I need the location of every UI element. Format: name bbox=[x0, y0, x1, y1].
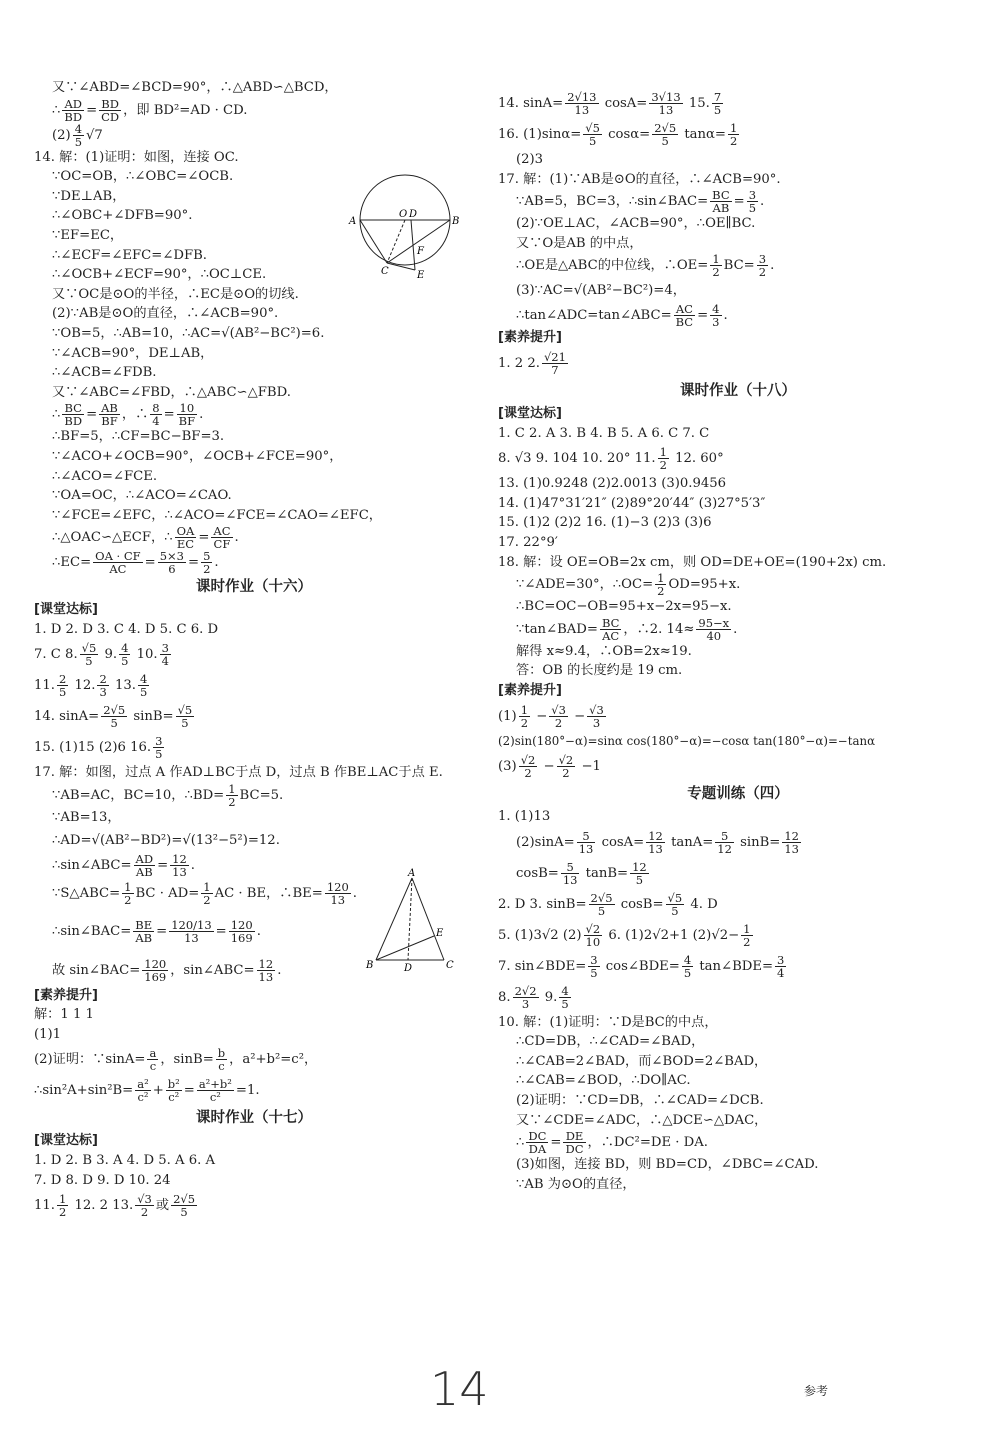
label-e: E bbox=[436, 928, 444, 939]
q14-line: 又∵∠ABC=∠FBD，∴△ABC∽△FBD. bbox=[52, 384, 291, 400]
q17-line: ∵AB=13， bbox=[52, 810, 121, 826]
side-ac bbox=[412, 878, 444, 960]
q14-line: ∵OC=OB，∴∠OBC=∠OCB. bbox=[52, 169, 234, 185]
q10-line: ∴∠CAB=2∠BAD，而∠BOD=2∠BAD， bbox=[516, 1053, 768, 1069]
q10-line: (3)如图，连接 BD，则 BD=CD，∠DBC=∠CAD. bbox=[516, 1157, 819, 1173]
bracket-heading: [课堂达标] bbox=[34, 602, 98, 618]
answer-line: 8. √3 9. 104 10. 20° 11. $\frac{1}{2}$ 12. 60° bbox=[498, 445, 724, 473]
altitude-ad bbox=[408, 878, 412, 960]
q14-fraction-line: ∴EC= $\frac{OA \cdot CF}{AC}$ = $\frac{5\times 3}{6}$ = $\frac{5}{2}$ . bbox=[52, 549, 219, 577]
answer-line: 15. (1)15 (2)6 16. $\frac{3}{5}$ bbox=[34, 734, 163, 762]
label-f: F bbox=[417, 246, 424, 257]
q10-line: ∵AB 为⊙O的直径， bbox=[516, 1176, 636, 1192]
answer-line: 1. D 2. B 3. A 4. D 5. A 6. A bbox=[34, 1153, 216, 1169]
label-e: E bbox=[417, 270, 425, 281]
answer-line: 8. $\frac{2√2}{3}$ 9. $\frac{4}{5}$ bbox=[498, 983, 569, 1011]
answer-line: 7. D 8. D 9. D 10. 24 bbox=[34, 1172, 171, 1188]
q14-line: ∵∠FCE=∠EFC，∴∠ACO=∠FCE=∠CAO=∠EFC， bbox=[52, 507, 382, 523]
q17-line: 故 sin∠BAC= $\frac{120}{169}$ ，sin∠ABC= $\frac{12}{13}$ . bbox=[52, 956, 282, 984]
answer-line: 13. (1)0.9248 (2)2.0013 (3)0.9456 bbox=[498, 476, 727, 492]
text-line: ∴ $\frac{AD}{BD}$ = $\frac{BD}{CD}$ ，即 BD²=AD · CD. bbox=[52, 96, 248, 124]
q18-line: ∵∠ADE=30°，∴OC= $\frac{1}{2}$ OD=95+x. bbox=[516, 571, 741, 599]
answer-line: 15. (1)2 (2)2 16. (1)−3 (2)3 (3)6 bbox=[498, 515, 712, 531]
text-line: 又∵∠ABD=∠BCD=90°，∴△ABD∽△BCD， bbox=[52, 80, 338, 95]
q14-line: ∵DE⊥AB， bbox=[52, 188, 126, 204]
answer-line: 1. 2 2. $\frac{√21}{7}$ bbox=[498, 349, 566, 377]
right-column bbox=[498, 88, 978, 1194]
section-title-16: 课时作业（十六） bbox=[196, 579, 312, 596]
q18-line: ∵tan∠BAD= $\frac{BC}{AC}$ ，∴2. 14≈ $\frac{95-x}{40}$ . bbox=[516, 615, 738, 643]
q17-line: 又∵O是AB 的中点， bbox=[516, 235, 643, 251]
section-title-special-4: 专题训练（四） bbox=[687, 786, 789, 803]
q14-fraction-line: ∴ $\frac{BC}{BD}$ = $\frac{AB}{BF}$ ，∴ $\frac{8}{4}$ = $\frac{10}{BF}$ . bbox=[52, 401, 204, 429]
q18-line: 解得 x≈9.4，∴OB=2x≈19. bbox=[516, 643, 692, 659]
label-d: D bbox=[404, 963, 413, 972]
q14-line: ∵OA=OC，∴∠ACO=∠CAO. bbox=[52, 488, 232, 504]
q17-line: ∴OE是△ABC的中位线，∴OE= $\frac{1}{2}$ BC= $\frac{3}{2}$ . bbox=[516, 252, 775, 280]
answer-line: 17. 22°9′ bbox=[498, 534, 558, 550]
q17-line: (2)∵OE⊥AC，∠ACB=90°，∴OE∥BC. bbox=[516, 216, 756, 232]
q17-line: 17. 解：(1)∵AB是⊙O的直径，∴∠ACB=90°. bbox=[498, 171, 781, 187]
q17-line: ∵AB=5，BC=3，∴sin∠BAC= $\frac{BC}{AB}$ = $\frac{3}{5}$ . bbox=[516, 188, 765, 216]
answer-line: (2)sin(180°−α)=sinα cos(180°−α)=−cosα tan(180°−α)=−tanα bbox=[498, 733, 876, 748]
answer-line: (2)sinA= $\frac{5}{13}$ cosA= $\frac{12}{13}$ tanA= $\frac{5}{12}$ sinB= $\frac{12}{13}$ bbox=[516, 828, 799, 856]
q10-line: 又∵∠CDE=∠ADC，∴△DCE∽△DAC， bbox=[516, 1112, 768, 1128]
q17-line: ∴sin∠ABC= $\frac{AD}{AB}$ = $\frac{12}{13}$ . bbox=[52, 851, 195, 879]
q17-line: ∴tan∠ADC=tan∠ABC= $\frac{AC}{BC}$ = $\frac{4}{3}$ . bbox=[516, 302, 728, 330]
bracket-heading: [课堂达标] bbox=[498, 405, 562, 421]
answer-line: (1)1 bbox=[34, 1026, 62, 1042]
handwritten-page-number: 14 bbox=[430, 1362, 489, 1416]
answer-line: 7. sin∠BDE= $\frac{3}{5}$ cos∠BDE= $\frac{4}{5}$ tan∠BDE= $\frac{3}{4}$ bbox=[498, 952, 785, 980]
footer-reference: 参考 bbox=[804, 1384, 829, 1398]
q10-line: 10. 解：(1)证明：∵D是BC的中点， bbox=[498, 1014, 718, 1030]
answer-line: 14. sinA= $\frac{2√5}{5}$ sinB= $\frac{√5}{5}$ bbox=[34, 703, 193, 731]
answer-line: (1) $\frac{1}{2}$ − $\frac{√3}{2}$ − $\frac{√3}{3}$ bbox=[498, 702, 604, 730]
answer-line: 解：1 1 1 bbox=[34, 1007, 94, 1023]
answer-line: 5. (1)3√2 (2) $\frac{√2}{10}$ 6. (1)2√2+1 (2)√2− $\frac{1}{2}$ bbox=[498, 921, 751, 949]
answer-line: 16. (1)sinα= $\frac{√5}{5}$ cosα= $\frac{2√5}{5}$ tanα= $\frac{1}{2}$ bbox=[498, 121, 738, 148]
answer-line: 1. C 2. A 3. B 4. B 5. A 6. C 7. C bbox=[498, 425, 710, 441]
q14-line: (2)∵AB是⊙O的直径，∴∠ACB=90°. bbox=[52, 306, 279, 322]
q14-line: ∴∠ACB=∠FDB. bbox=[52, 365, 157, 381]
answer-line: ∴sin²A+sin²B= $\frac{\text{a²}}{\text{c²}}$ + $\frac{\text{b²}}{\text{c²}}$ = $\frac{\text{a²+b²}}{\text{c²}}$ =1. bbox=[34, 1077, 260, 1105]
label-b: B bbox=[452, 216, 460, 227]
bracket-heading: [素养提升] bbox=[498, 330, 562, 346]
triangle-figure bbox=[364, 868, 460, 972]
q10-line: ∴CD=DB，∴∠CAD=∠BAD， bbox=[516, 1034, 705, 1050]
answer-line: cosB= $\frac{5}{13}$ tanB= $\frac{12}{5}$ bbox=[516, 859, 647, 887]
answer-line: (2)证明：∵sinA= $\frac{a}{c}$ ，sinB= $\frac{b}{c}$ ，a²+b²=c²， bbox=[34, 1046, 318, 1074]
q14-line: 又∵OC是⊙O的半径，∴EC是⊙O的切线. bbox=[52, 286, 299, 302]
q14-line: ∴∠OCB+∠ECF=90°，∴OC⊥CE. bbox=[52, 267, 267, 283]
label-a: A bbox=[408, 868, 416, 879]
section-title-17: 课时作业（十七） bbox=[196, 1110, 312, 1127]
bracket-heading: [课堂达标] bbox=[34, 1133, 98, 1149]
q14-line: ∵OB=5，∴AB=10，∴AC=√(AB²−BC²)=6. bbox=[52, 325, 325, 341]
q17-line: (3)∵AC=√(AB²−BC²)=4， bbox=[516, 283, 686, 299]
section-title-18: 课时作业（十八） bbox=[680, 382, 796, 399]
answer-line: 1. D 2. D 3. C 4. D 5. C 6. D bbox=[34, 621, 219, 637]
q18-line: 答：OB 的长度约是 19 cm. bbox=[516, 663, 683, 679]
label-c: C bbox=[446, 960, 454, 971]
label-a: A bbox=[349, 216, 357, 227]
segment-de bbox=[411, 220, 415, 270]
q10-line: (2)证明：∵CD=DB，∴∠CAD=∠DCB. bbox=[516, 1093, 764, 1109]
q17-line: ∴sin∠BAC= $\frac{BE}{AB}$ = $\frac{120/13}{13}$ = $\frac{120}{169}$ . bbox=[52, 917, 261, 945]
answer-line: 14. (1)47°31′21″ (2)89°20′44″ (3)27°5′3″ bbox=[498, 495, 766, 511]
q14-line: ∴∠ACO=∠FCE. bbox=[52, 468, 158, 484]
q18-line: 18. 解：设 OE=OB=2x cm，则 OD=DE+OE=(190+2x) cm. bbox=[498, 554, 887, 570]
answer-line: (2)3 bbox=[516, 152, 544, 167]
answer-line: 11. $\frac{2}{5}$ 12. $\frac{2}{3}$ 13. $\frac{4}{5}$ bbox=[34, 672, 148, 700]
answer-line: 14. sinA= $\frac{2√13}{13}$ cosA= $\frac{3√13}{13}$ 15. $\frac{7}{5}$ bbox=[498, 90, 722, 117]
q17-line: ∵S△ABC= $\frac{1}{2}$ BC · AD= $\frac{1}{2}$ AC · BE，∴BE= $\frac{120}{13}$ . bbox=[52, 879, 357, 907]
circle-figure bbox=[345, 172, 465, 282]
label-b: B bbox=[366, 960, 374, 971]
q14-line: 14. 解：(1)证明：如图，连接 OC. bbox=[34, 149, 239, 165]
answer-line: 1. (1)13 bbox=[498, 809, 551, 825]
text-line: (2) $\frac{4}{5}$ √7 bbox=[52, 121, 103, 149]
q14-line: ∴BF=5，∴CF=BC−BF=3. bbox=[52, 429, 225, 445]
answer-line: (3) $\frac{√2}{2}$ − $\frac{√2}{2}$ −1 bbox=[498, 753, 601, 781]
q18-line: ∴BC=OC−OB=95+x−2x=95−x. bbox=[516, 599, 732, 615]
q10-line: ∴∠CAB=∠BOD，∴DO∥AC. bbox=[516, 1073, 691, 1089]
q14-line: ∴∠ECF=∠EFC=∠DFB. bbox=[52, 247, 207, 263]
q17-line: ∴AD=√(AB²−BD²)=√(13²−5²)=12. bbox=[52, 832, 280, 848]
q14-line: ∴∠OBC+∠DFB=90°. bbox=[52, 208, 193, 224]
answer-line: 2. D 3. sinB= $\frac{2√5}{5}$ cosB= $\frac{√5}{5}$ 4. D bbox=[498, 890, 718, 918]
bracket-heading: [素养提升] bbox=[34, 987, 98, 1003]
answer-line: 11. $\frac{1}{2}$ 12. 2 13. $\frac{√3}{2}$ 或 $\frac{2√5}{5}$ bbox=[34, 1192, 196, 1220]
q14-line: ∵∠ACB=90°，DE⊥AB， bbox=[52, 345, 214, 361]
answer-line: 7. C 8. $\frac{√5}{5}$ 9. $\frac{4}{5}$ 10. $\frac{3}{4}$ bbox=[34, 641, 169, 669]
bracket-heading: [素养提升] bbox=[498, 682, 562, 698]
segment-ac bbox=[360, 220, 387, 263]
q14-fraction-line: ∴△OAC∽△ECF，∴ $\frac{OA}{EC}$ = $\frac{AC}{CF}$ . bbox=[52, 524, 239, 552]
label-d: D bbox=[409, 209, 418, 220]
label-c: C bbox=[381, 266, 389, 277]
q14-line: ∵EF=EC， bbox=[52, 227, 124, 243]
q17-line: 17. 解：如图，过点 A 作AD⊥BC于点 D，过点 B 作BE⊥AC于点 E. bbox=[34, 765, 443, 781]
q10-line: ∴ $\frac{DC}{DA}$ = $\frac{DE}{DC}$ ，∴DC²=DE · DA. bbox=[516, 1129, 708, 1157]
segment-ce bbox=[387, 263, 415, 270]
q17-line: ∵AB=AC，BC=10，∴BD= $\frac{1}{2}$ BC=5. bbox=[52, 782, 284, 810]
q14-line: ∵∠ACO+∠OCB=90°，∠OCB+∠FCE=90°， bbox=[52, 448, 343, 464]
label-o: O bbox=[399, 209, 408, 220]
